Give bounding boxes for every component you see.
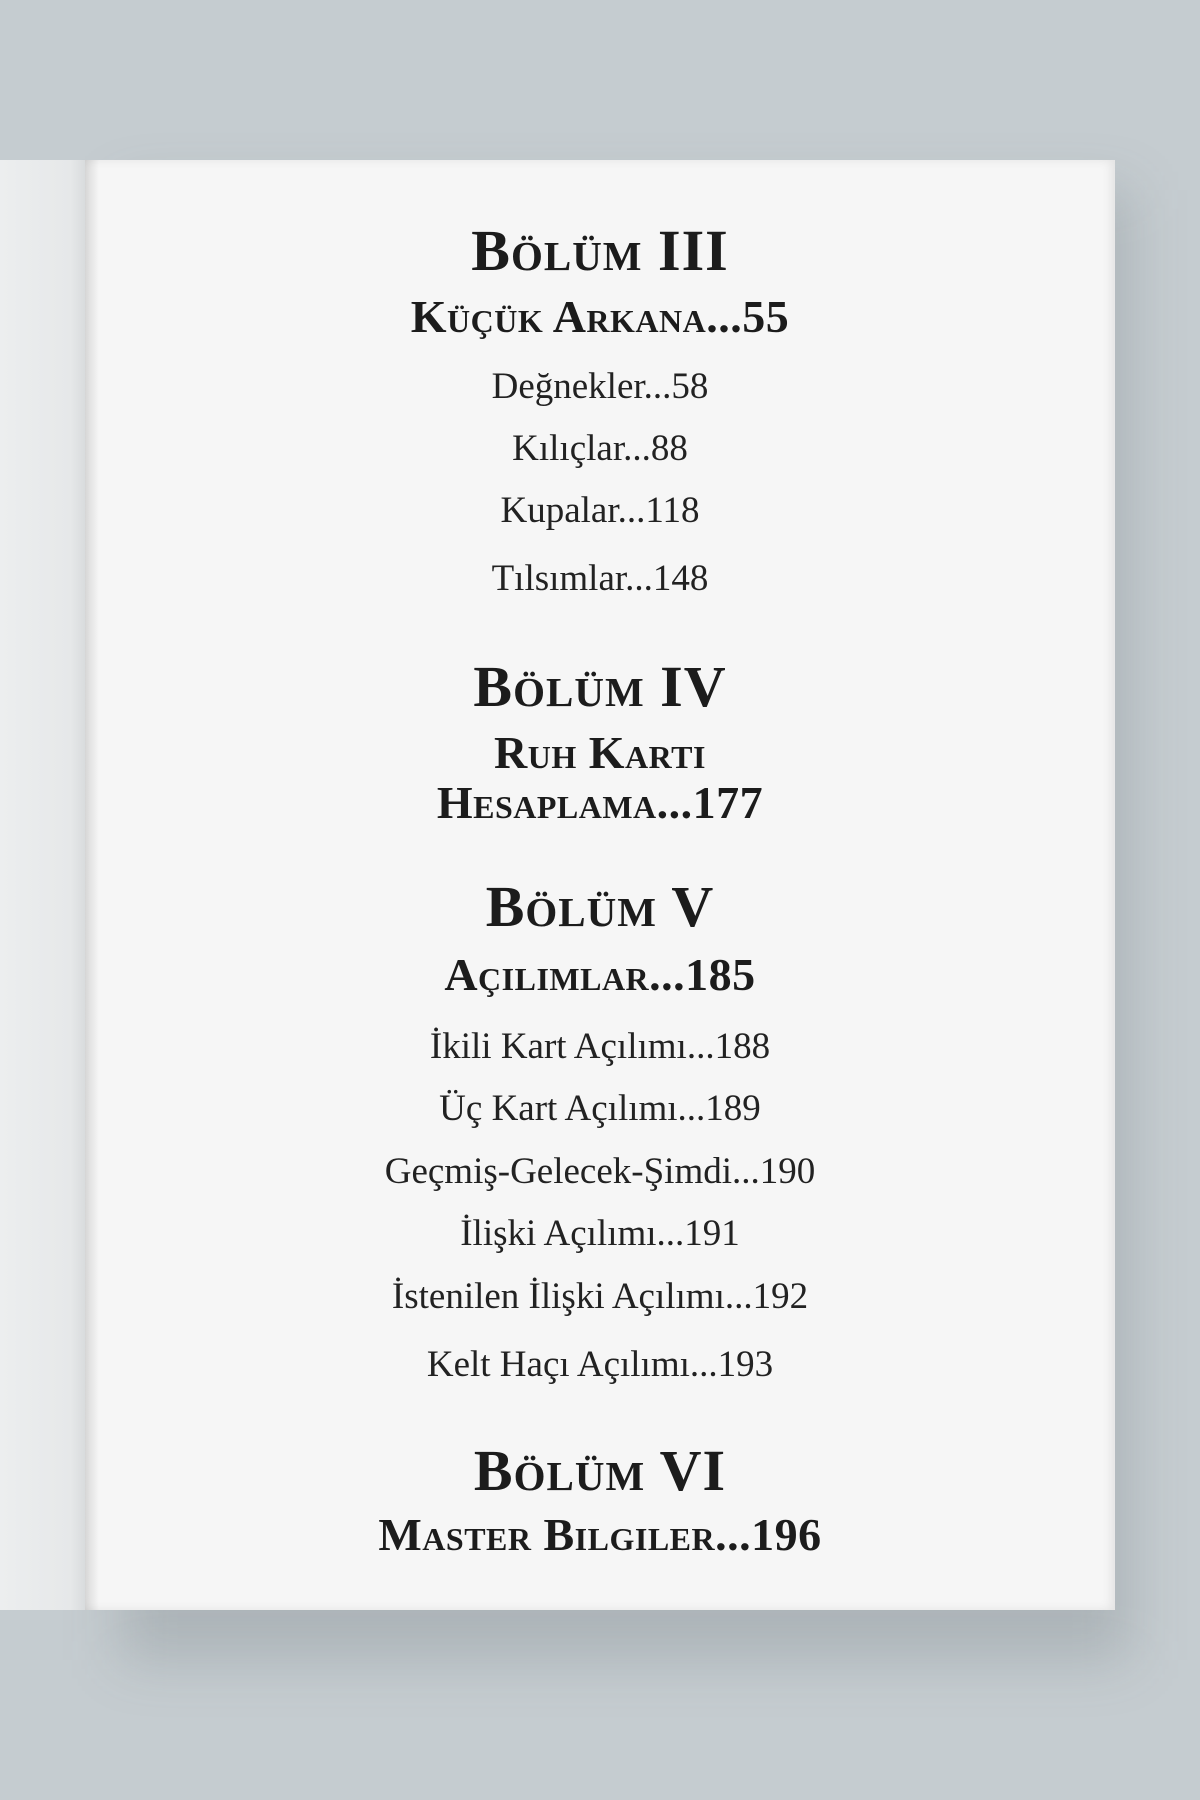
toc-entry: Geçmiş-Gelecek-Şimdi...190 xyxy=(384,1151,816,1192)
part-4-heading: Bölüm IV xyxy=(473,654,727,719)
toc-entry: İlişki Açılımı...191 xyxy=(460,1213,740,1254)
part-4-section-title-line-2: Hesaplama...177 xyxy=(436,777,764,828)
part-6-section-title: Master Bilgiler...196 xyxy=(378,1509,822,1560)
part-3-section-title: Küçük Arkana...55 xyxy=(410,291,790,342)
toc-entry: İkili Kart Açılımı...188 xyxy=(429,1026,771,1067)
part-5-heading: Bölüm V xyxy=(485,874,715,939)
part-4-section-title-line-1: Ruh Kartı xyxy=(494,727,706,778)
left-page-edge xyxy=(0,160,88,1610)
table-of-contents xyxy=(85,160,1115,1610)
toc-entry: Değnekler...58 xyxy=(491,366,709,407)
part-3-heading: Bölüm III xyxy=(471,218,729,283)
toc-entry: Üç Kart Açılımı...189 xyxy=(439,1088,761,1129)
part-6-heading: Bölüm VI xyxy=(473,1438,727,1503)
toc-entry: İstenilen İlişki Açılımı...192 xyxy=(391,1276,809,1317)
toc-entry: Kılıçlar...88 xyxy=(512,428,688,469)
toc-entry: Tılsımlar...148 xyxy=(491,558,709,599)
toc-entry: Kelt Haçı Açılımı...193 xyxy=(426,1344,774,1385)
part-5-section-title: Açılımlar...185 xyxy=(444,949,756,1000)
toc-entry: Kupalar...118 xyxy=(500,490,700,531)
